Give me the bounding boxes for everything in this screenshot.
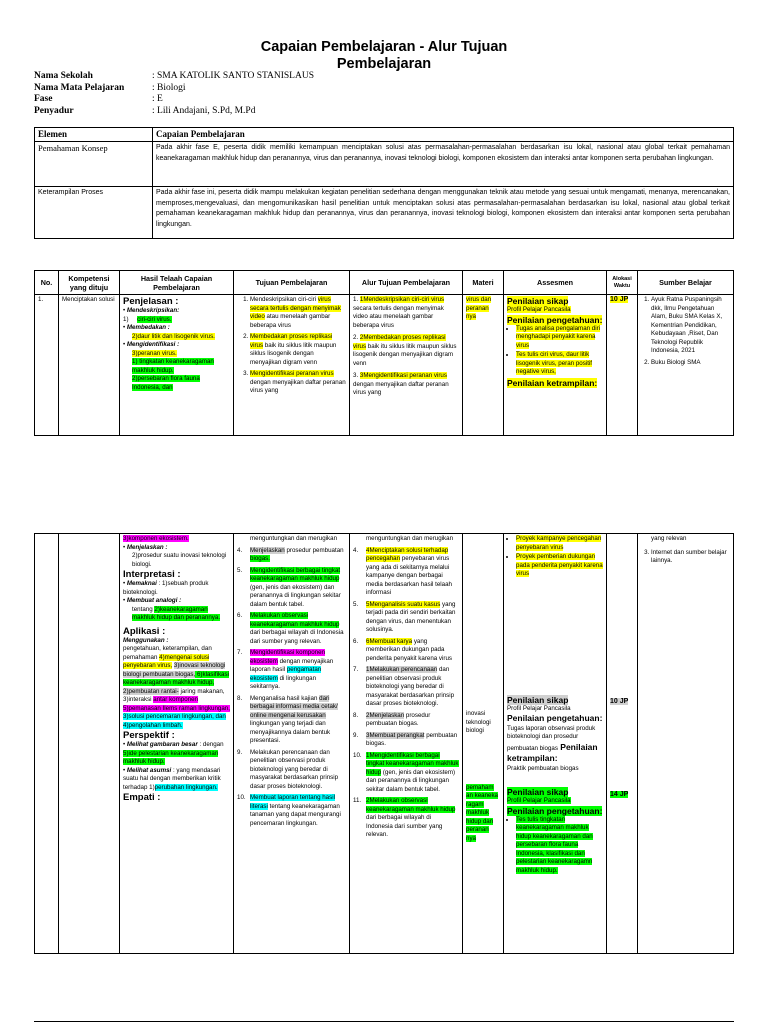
meta-row: Fase : E — [34, 94, 163, 104]
tp-item: 4. Menjelaskan prosedur pembuatan biogas. — [237, 546, 344, 562]
atp-item: 4. 4Menciptakan solusi terhadap pencegahan penyebaran virus yang ada di sekitarnya melalui kampanye dengan berbagai media berdasarkan hasil telaah informasi — [353, 546, 452, 596]
tp-item: 1. Mendeskripsikan ciri-ciri virus secara tertulis dengan menyimak video atau menelaah gambar beberapa virus — [250, 296, 346, 330]
atp-item: 1. 1Mendeskripsikan ciri-ciri virus secara tertulis dengan menyimak video atau menelaah gambar beberapa virus — [353, 296, 445, 329]
sumber-item: 2. Buku Biologi SMA — [651, 359, 730, 368]
assesmen-item: • Proyek kampanye pencegahan penyebaran virus — [516, 535, 603, 552]
header-alur: Alur Tujuan Pembelajaran — [350, 271, 463, 295]
tp-item: 9. Melakukan perencanaan dan penelitian observasi produk bioteknologi yang beredar di masyarakat berdasarkan prinsip dasar proses bioteknologi. — [237, 748, 339, 790]
row-tujuan — [234, 295, 350, 436]
header-no: No. — [35, 271, 59, 295]
page-title-line2: Pembelajaran — [336, 56, 432, 72]
atp-table-continued — [34, 533, 734, 954]
row-alokasi: 10 JP 14 JP — [607, 534, 638, 954]
header-assesmen: Assesmen — [504, 271, 607, 295]
header-kompetensi: Kompetensi yang dituju — [59, 271, 120, 295]
row-sumber — [638, 295, 734, 436]
row-htcp: Penjelasan : • Mendeskripsikan: 1) ciri-ciri virus. • Membedakan : 2)daur litik dan lisogenik virus. • Mengidentifikasi : 3)peranan virus. 1) tingkatan keanekaragaman makhluk hidup. 2)persebaran flora fauna Indonesia, dan — [120, 295, 234, 436]
row-sumber: yang relevan 3. Internet dan sumber belajar lainnya. — [638, 534, 734, 954]
atp-item: 6. 6Membuat karya yang memberikan dukungan pada penderita penyakit karena virus — [353, 637, 452, 662]
row-alokasi: 10 JP — [607, 295, 638, 436]
capaian-cell: Pada akhir fase E, peserta didik memiliki kemampuan menciptakan solusi atas permasalahan-permasalahan berdasarkan isu lokal, nasional atau global terkait pemahaman keanekaragaman makhluk hidup dan peranannya, virus dan peranannya, inovasi teknologi biologi, komponen ekosistem dan interaksi antar komponen serta perubahan lingkungan. — [153, 142, 734, 187]
header-htcp: Hasil Telaah Capaian Pembelajaran — [120, 271, 234, 295]
row-assesmen: • Proyek kampanye pencegahan penyebaran virus • Proyek pemberian dukungan pada penderita penyakit karena virus Penilaian sikap Profil Pelajar Pancasila Penilaian pengetahuan: Tugas laporan observasi produk bioteknologi dan prosedur pembuatan biogas Penilaian ketrampilan: Praktik pembuatan biogas Penilaian sikap Profil Pelajar Pancasila Penilaian pengetahuan: • Tes tulis tingkatan keanekaragaman makhluk hidup keanekaragaman dan persebaran flora fauna Indonesia, klasifikasi dan pelestarian keanekaragamn makhluk hidup. — [504, 534, 607, 954]
assesmen-item: • Tugas analisa pengalaman diri menghadapi penyakit karena virus — [516, 325, 603, 351]
atp-item: 8. 2Menjelaskan prosedur pembuatan biogas. — [353, 711, 431, 727]
tp-item: 5. Mengidentifikasi berbagai tingkat keanekaragaman makhluk hidup (gen, jenis dan ekosistem) dan peranannya di lingkungan sekitar dalam bentuk tabel. — [237, 566, 341, 608]
assesmen-item: • Proyek pemberian dukungan pada penderita penyakit karena virus — [516, 553, 603, 579]
atp-item: 7. 1Melakukan perencanaan dan penelitian observasi produk bioteknologi yang beredar di masyarakat berdasarkan prinsip dasar proses bioteknologi. — [353, 666, 455, 707]
capaian-table — [34, 127, 734, 239]
atp-item: 5. 5Menganalisis suatu kasus yang terjadi pada diri sendiri berkaitan dengan virus, dan menentukan solusinya. — [353, 600, 456, 633]
row-assesmen: Penilaian sikap Profil Pelajar Pancasila Penilaian pengetahuan: • Tugas analisa pengalaman diri menghadapi penyakit karena virus • Tes tulis ciri virus, daur litik lisogenik virus, peran positif negative virus, Penilaian ketrampilan: — [504, 295, 607, 436]
tp-item: 6. Melakukan observasi keanekaragaman makhluk hidup dari berbagai wilayah di Indonesia dari sumber yang relevan. — [237, 612, 344, 645]
tp-item: 8. Menganalisa hasil kajian dari berbagai informasi media cetak/ online mengenai kerusakan lingkungan yang terjadi dan menyajikannya dalam bentuk presentasi. — [237, 694, 338, 744]
header-tujuan: Tujuan Pembelajaran — [234, 271, 350, 295]
col-elemen: Elemen — [35, 128, 153, 142]
tp-item: 10. Membuat laporan tentang hasil literasi tentang keanekaragaman tanaman yang dapat mengurangi pencemaran lingkungan. — [237, 794, 341, 827]
page-title-line1: Capaian Pembelajaran - Alur Tujuan — [260, 39, 508, 55]
sumber-item: 1. Ayuk Ratna Puspaningsih dkk, Ilmu Pengetahuan Alam, Buku SMA Kelas X, Kementrian Pendidikan, Kebudayaan ,Riset, Dan Teknologi Republik Indonesia, 2021 — [651, 296, 730, 356]
atp-item: 2. 2Membedakan proses replikasi virus baik itu siklus litik maupun siklus lisogenik dengan menyajikan digram venn — [353, 334, 457, 367]
tp-item: 7. Mengidentifikasi komponen ekosistem dengan menyajikan laporan hasil pengamatan ekosistem di lingkungan sekitarnya. — [237, 649, 334, 690]
elemen-cell: Keterampilan Proses — [35, 187, 153, 239]
atp-item: 9. 3Membuat perangkat pembuatan biogas. — [353, 731, 458, 747]
htcp-item: • Mendeskripsikan: — [123, 307, 180, 314]
elemen-cell: Pemahaman Konsep — [35, 142, 153, 187]
meta-row: Penyadur : Lili Andajani, S.Pd, M.Pd — [34, 105, 256, 116]
meta-row: Nama Mata Pelajaran : Biologi — [34, 82, 186, 93]
row-no — [35, 534, 59, 954]
row-htcp: 3)komponen ekosistem. • Menjelaskan : 2)prosedur suatu inovasi teknologi biologi. Interpretasi : • Memaknai : 1)sebuah produk bioteknologi. • Membuat analogi : tentang 2)keanekaragaman makhluk hidup dan peranannya. Aplikasi : Menggunakan : pengetahuan, keterampilan, dan pemahaman 4)mengenai solusi penyebaran virus, 3)inovasi teknologi biologi pembuatan biogas, 6)klasifikasi keanekaragaman makhluk hidup, 2)pembuatan rantai- jaring makanan, 3)interaksi antar komponen 5)pemanasan Ilems raman lingkungan, 3)solusi pencemaran lingkungan, dan 4)pengolahan limbah. Perspektif : • Melihat gambaran besar : dengan 5)ide pelestarian keanekaragaman makhluk hidup. • Melihat asumsi : yang mendasari suatu hal dengan memberikan kritik terhadap 1)perubahan lingkungan. Empati : — [120, 534, 234, 954]
tp-item: 2. Membedakan proses replikasi virus baik itu siklus litik maupun siklus lisogenik dengan menyajikan digram venn — [250, 333, 346, 367]
atp-item: 10. 1Mengidentifikasi berbagai tingkat keanekaragaman makhluk hidup (gen, jenis dan ekosistem) dan peranannya di lingkungan sekitar dalam bentuk tabel. — [353, 751, 459, 793]
row-alur: menguntungkan dan merugikan 4. 4Menciptakan solusi terhadap pencegahan penyebaran virus yang ada di sekitarnya melalui kampanye dengan berbagai media berdasarkan hasil telaah informasi 5. 5Menganalisis suatu kasus yang terjadi pada diri sendiri berkaitan dengan virus, dan menentukan solusinya. 6. 6Membuat karya yang memberikan dukungan pada penderita penyakit karena virus 7. 1Melakukan perencanaan dan penelitian observasi produk bioteknologi yang beredar di masyarakat berdasarkan prinsip dasar proses bioteknologi. 8. 2Menjelaskan prosedur pembuatan biogas. 9. 3Membuat perangkat pembuatan biogas. 10. 1Mengidentifikasi berbagai tingkat keanekaragaman makhluk hidup (gen, jenis dan ekosistem) dan peranannya di lingkungan sekitar dalam bentuk tabel. 11. 2Melakukan observasi keanekaragaman makhluk hidup dari berbagai wilayah di Indonesia dari sumber yang relevan. — [350, 534, 463, 954]
school-meta — [34, 71, 314, 117]
tp-item: 3. Mengidentifikasi peranan virus dengan menyajikan daftar peranan virus yang — [250, 370, 346, 396]
sumber-item: 3. Internet dan sumber belajar lainnya. — [651, 549, 730, 566]
assesmen-item: • Tes tulis ciri virus, daur litik lisogenik virus, peran positif negative virus, — [516, 351, 603, 377]
row-kompetensi: Menciptakan solusi — [59, 295, 120, 436]
header-materi: Materi — [463, 271, 504, 295]
row-no: 1. — [35, 295, 59, 436]
page-divider — [34, 1021, 734, 1022]
header-alokasi: Alokasi Waktu — [607, 271, 638, 295]
atp-table — [34, 270, 734, 436]
row-alur — [350, 295, 463, 436]
header-sumber: Sumber Belajar — [638, 271, 734, 295]
meta-row: Nama Sekolah : SMA KATOLIK SANTO STANISLAUS — [34, 71, 314, 81]
row-tujuan: menguntungkan dan merugikan 4. Menjelaskan prosedur pembuatan biogas. 5. Mengidentifikasi berbagai tingkat keanekaragaman makhluk hidup (gen, jenis dan ekosistem) dan peranannya di lingkungan sekitar dalam bentuk tabel. 6. Melakukan observasi keanekaragaman makhluk hidup dari berbagai wilayah di Indonesia dari sumber yang relevan. 7. Mengidentifikasi komponen ekosistem dengan menyajikan laporan hasil pengamatan ekosistem di lingkungan sekitarnya. 8. Menganalisa hasil kajian dari berbagai informasi media cetak/ online mengenai kerusakan lingkungan yang terjadi dan menyajikannya dalam bentuk presentasi. 9. Melakukan perencanaan dan penelitian observasi produk bioteknologi yang beredar di masyarakat berdasarkan prinsip dasar proses bioteknologi. 10. Membuat laporan tentang hasil literasi tentang keanekaragaman tanaman yang dapat mengurangi pencemaran lingkungan. — [234, 534, 350, 954]
row-materi: inovasi teknologi biologi pemaham an keaneka ragam makhluk hidup dan peranan nya — [463, 534, 504, 954]
col-capaian: Capaian Pembelajaran — [153, 128, 734, 142]
assesmen-item: • Tes tulis tingkatan keanekaragaman makhluk hidup keanekaragaman dan persebaran flora fauna Indonesia, klasifikasi dan pelestarian keanekaragamn makhluk hidup. — [516, 816, 603, 876]
row-materi: virus dan peranan nya — [463, 295, 504, 436]
capaian-cell: Pada akhir fase ini, peserta didik mampu melakukan kegiatan penelitian sederhana dengan menggunakan teknik atau metode yang sesuai untuk mengamati, menanya, merencanakan, memproses,mengevaluasi, dan mengomunikasikan hasil penelitian untuk menciptakan solusi atas permasalahan-permasalahan berdasarkan isu lokal, nasional atau global terkait pemahaman keanekaragaman makhluk hidup dan peranannya, virus dan peranannya, inovasi teknologi biologi, komponen ekosistem dan interaksi antar komponen serta perubahan lingkungan. — [153, 187, 734, 239]
row-kompetensi — [59, 534, 120, 954]
atp-item: 3. 3Mengidentifikasi peranan virus dengan menyajikan daftar peranan virus yang — [353, 372, 449, 396]
atp-item: 11. 2Melakukan observasi keanekaragaman makhluk hidup dari berbagai wilayah di Indonesia dari sumber yang relevan. — [353, 797, 456, 838]
